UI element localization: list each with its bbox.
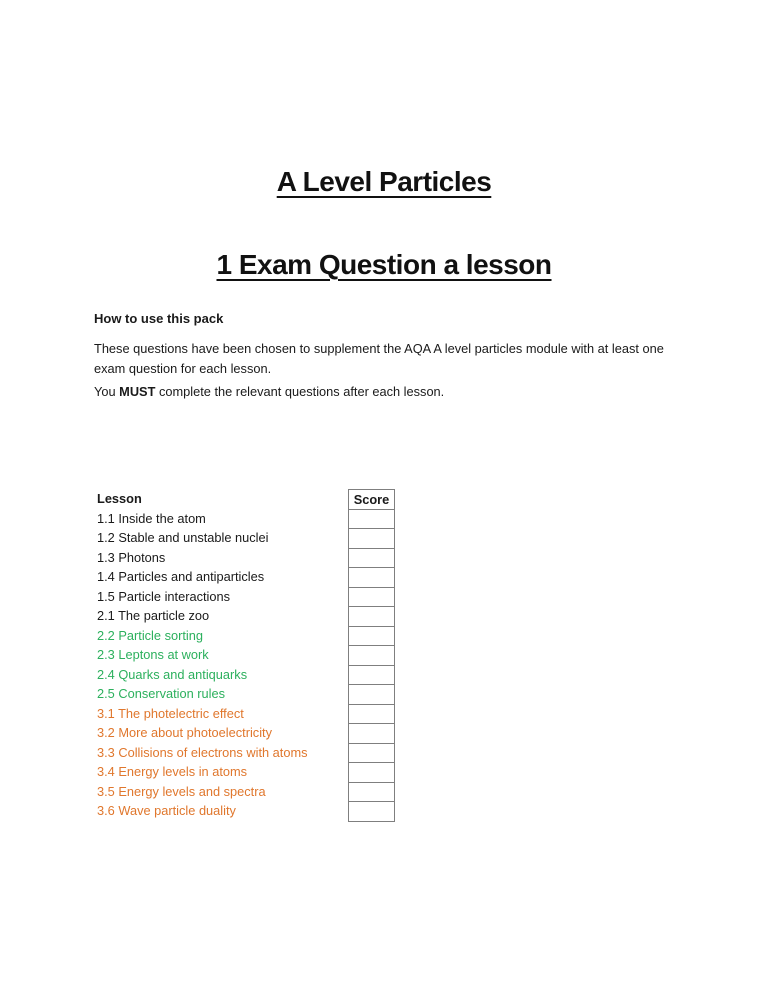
instruction-prefix: You xyxy=(94,384,120,399)
lesson-row: 2.2 Particle sorting xyxy=(97,627,203,643)
score-cell xyxy=(348,704,395,725)
lesson-row: 1.5 Particle interactions xyxy=(97,588,231,604)
score-cell xyxy=(348,801,395,822)
score-cell xyxy=(348,606,395,627)
lesson-row: 1.2 Stable and unstable nuclei xyxy=(97,530,269,545)
section-heading: How to use this pack xyxy=(94,311,224,326)
lesson-row: 1.3 Photons xyxy=(97,549,166,565)
lesson-row: 3.2 More about photoelectricity xyxy=(97,725,272,740)
score-cell xyxy=(348,509,395,530)
score-cell xyxy=(348,567,395,588)
score-cell xyxy=(348,684,395,705)
score-cell xyxy=(348,723,395,744)
score-cell xyxy=(348,626,395,647)
lesson-row: 3.4 Energy levels in atoms xyxy=(97,764,248,779)
document-subtitle: 1 Exam Question a lesson xyxy=(216,249,552,280)
lesson-column-header: Lesson xyxy=(97,491,142,506)
score-cell xyxy=(348,782,395,803)
document-title: A Level Particles xyxy=(276,166,492,197)
score-cell xyxy=(348,548,395,569)
instruction-must: MUST xyxy=(119,384,156,399)
score-cell xyxy=(348,665,395,686)
lesson-row: 3.5 Energy levels and spectra xyxy=(97,783,266,799)
instruction-suffix: complete the relevant questions after each lesson. xyxy=(155,384,445,399)
lesson-row: 3.6 Wave particle duality xyxy=(97,803,236,818)
score-cell xyxy=(348,762,395,783)
lesson-list xyxy=(97,489,348,821)
instruction-paragraph xyxy=(94,382,694,402)
score-cell xyxy=(348,587,395,608)
lesson-row: 3.1 The photelectric effect xyxy=(97,705,244,721)
lesson-row: 1.1 Inside the atom xyxy=(97,510,206,526)
score-column-header: Score xyxy=(348,489,395,510)
score-column xyxy=(348,489,395,822)
score-cell xyxy=(348,645,395,666)
lesson-row: 2.3 Leptons at work xyxy=(97,647,209,662)
lesson-row: 2.1 The particle zoo xyxy=(97,608,210,623)
score-cell xyxy=(348,528,395,549)
lesson-row: 2.4 Quarks and antiquarks xyxy=(97,666,248,682)
lesson-row: 3.3 Collisions of electrons with atoms xyxy=(97,744,308,760)
lesson-score-table xyxy=(97,489,395,822)
intro-paragraph: These questions have been chosen to supplement the AQA A level particles module with at least one exam question for each lesson. xyxy=(94,341,664,376)
lesson-row: 1.4 Particles and antiparticles xyxy=(97,569,265,584)
lesson-row: 2.5 Conservation rules xyxy=(97,686,226,701)
score-cell xyxy=(348,743,395,764)
